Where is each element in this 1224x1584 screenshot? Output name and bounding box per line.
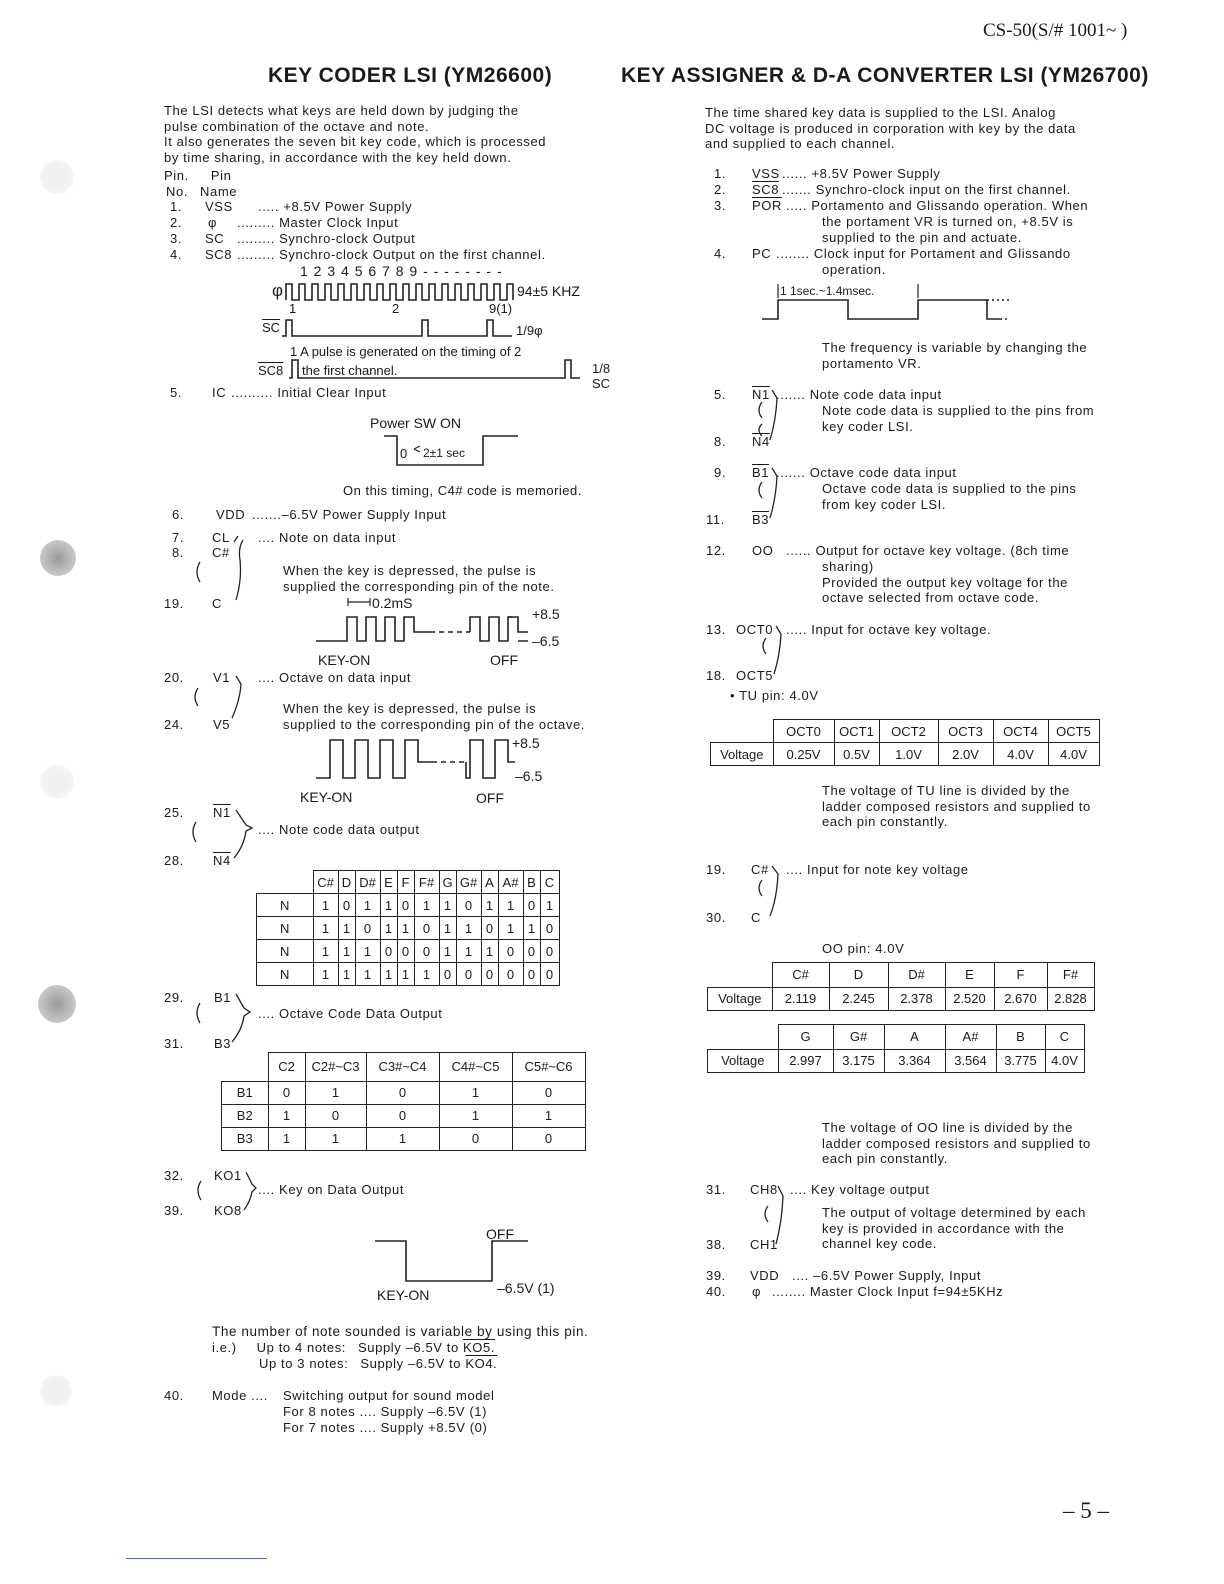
ie-row: Up to 3 notes: Supply –6.5V to KO4. bbox=[259, 1356, 498, 1371]
ie-row: i.e.) Up to 4 notes: Supply –6.5V to KO5. bbox=[212, 1340, 496, 1355]
pin-row: CH8 bbox=[750, 1182, 778, 1197]
col-header: Pin. Pin bbox=[164, 168, 232, 183]
table-row: Voltage 0.25V 0.5V 1.0V 2.0V 4.0V 4.0V bbox=[711, 743, 1100, 766]
pin-desc: ....... Octave code data input bbox=[776, 465, 957, 480]
pin-desc: .... Octave Code Data Output bbox=[258, 1006, 443, 1021]
pin-row: 3. bbox=[714, 198, 727, 213]
table-row: B2 1 0 0 1 1 bbox=[222, 1104, 586, 1127]
pin-row: N1 bbox=[213, 805, 231, 820]
pin-row: V1 bbox=[213, 670, 231, 685]
pin-desc: ..... Input for octave key voltage. bbox=[786, 622, 992, 637]
pin-row: 30. bbox=[706, 910, 726, 925]
pin-row: φ bbox=[752, 1284, 762, 1299]
wf4-off: OFF bbox=[476, 790, 504, 806]
mode-row: For 8 notes .... Supply –6.5V (1) bbox=[283, 1404, 488, 1419]
pin-row: 5. bbox=[170, 385, 183, 400]
left-title: KEY CODER LSI (YM26600) bbox=[268, 64, 553, 87]
wf5-off: OFF bbox=[486, 1226, 514, 1242]
pin-row: CL bbox=[212, 530, 230, 545]
pin-row: 13. bbox=[706, 622, 726, 637]
pin-row: 6. bbox=[172, 507, 185, 522]
pin-text: When the key is depressed, the pulse is supplied to the corresponding pin of the octave. bbox=[283, 701, 585, 732]
pin-row: KO1 bbox=[214, 1168, 242, 1183]
wf1-sc: $\overline{SC}$ bbox=[262, 320, 281, 335]
pin-row: 2. bbox=[170, 215, 183, 230]
wf3-lo: –6.5 bbox=[532, 633, 560, 649]
wf1-mark: 1 bbox=[289, 301, 297, 316]
table-row: N 1 1 0 1 1 0 1 1 0 1 1 0 bbox=[257, 917, 560, 940]
pin-row: 7. bbox=[172, 530, 185, 545]
pin-row: 40. bbox=[706, 1284, 726, 1299]
wf2-title: Power SW ON bbox=[370, 415, 462, 431]
pin-row: V5 bbox=[213, 717, 231, 732]
wf1-note: 1 A pulse is generated on the timing of 2 bbox=[290, 344, 522, 359]
pin-desc: ....... Synchro-clock input on the first channel. bbox=[782, 182, 1071, 197]
model-header: CS-50(S/# 1001~ ) bbox=[983, 20, 1128, 41]
pin-row: 1. bbox=[170, 199, 183, 214]
table-row: B1 0 1 0 1 0 bbox=[222, 1081, 586, 1104]
pin-row: 31. bbox=[706, 1182, 726, 1197]
pin-desc: ....... Note code data input bbox=[776, 387, 942, 402]
wf4-on: KEY-ON bbox=[300, 789, 353, 805]
pin-text: sharing) Provided the output key voltage for the octave selected from octave code. bbox=[822, 559, 1068, 605]
pin-row: 39. bbox=[164, 1203, 184, 1218]
pin-row: 1. bbox=[714, 166, 727, 181]
pin-row: VDD bbox=[750, 1268, 780, 1283]
divider bbox=[126, 1558, 267, 1559]
pin-row: VSS bbox=[752, 166, 780, 181]
wf3-t: 0.2mS bbox=[372, 595, 413, 611]
wf4-hi: +8.5 bbox=[512, 735, 540, 751]
pin-text: operation. bbox=[822, 262, 886, 277]
pin-row: PC bbox=[752, 246, 772, 261]
table-row: Voltage 2.997 3.175 3.364 3.564 3.775 4.0V bbox=[708, 1049, 1085, 1072]
right-title: KEY ASSIGNER & D-A CONVERTER LSI (YM26700) bbox=[621, 64, 1149, 87]
oo-text: The voltage of OO line is divided by the ladder composed resistors and supplied to each pin constantly. bbox=[822, 1120, 1091, 1166]
wf1-count: 1 2 3 4 5 6 7 8 9 - - - - - - - - bbox=[300, 263, 503, 279]
pin-row: C bbox=[751, 910, 761, 925]
pin-desc: .... –6.5V Power Supply, Input bbox=[792, 1268, 982, 1283]
table-row: N 1 0 1 1 0 1 1 0 1 1 0 1 bbox=[257, 894, 560, 917]
pin-row: ..... +8.5V Power Supply bbox=[258, 199, 413, 214]
note-sounded: The number of note sounded is variable by using this pin. bbox=[212, 1324, 589, 1339]
pin-text: The output of voltage determined by each key is provided in accordance with the channel key code. bbox=[822, 1205, 1086, 1251]
pin-row: SC8 bbox=[205, 247, 233, 262]
pin-row: OO bbox=[752, 543, 774, 558]
pin-row: 5. bbox=[714, 387, 727, 402]
pin-row: SC8 bbox=[752, 182, 780, 197]
pin-row: B3 bbox=[752, 512, 770, 527]
wf1-mark: 9(1) bbox=[489, 301, 513, 316]
pin-desc: ..... Portamento and Glissando operation. When bbox=[786, 198, 1089, 213]
pin-row: 39. bbox=[706, 1268, 726, 1283]
pin-row: 3. bbox=[170, 231, 183, 246]
pin-row: 9. bbox=[714, 465, 727, 480]
pin-desc: .... Octave on data input bbox=[258, 670, 412, 685]
binder-hole bbox=[40, 1375, 72, 1407]
wf1-mark: 2 bbox=[392, 301, 400, 316]
pin-row: 4. bbox=[170, 247, 183, 262]
pin-row: ......... Synchro-clock Output on the first channel. bbox=[237, 247, 546, 262]
pin-row: 25. bbox=[164, 805, 184, 820]
pin-row: SC bbox=[205, 231, 225, 246]
pin-desc: .... Note code data output bbox=[258, 822, 420, 837]
pin-desc: .... Key on Data Output bbox=[258, 1182, 405, 1197]
pin-text: Octave code data is supplied to the pins from key coder LSI. bbox=[822, 481, 1077, 512]
pin-text: Note code data is supplied to the pins from key coder LSI. bbox=[822, 403, 1095, 434]
pin-row: 32. bbox=[164, 1168, 184, 1183]
pin-desc: Switching output for sound model bbox=[283, 1388, 495, 1403]
left-intro: The LSI detects what keys are held down by judging the pulse combination of the octave and note. It also generates the seven bit key code, which is processed by time sharing, in accordance with the key held down. bbox=[164, 103, 547, 165]
pin-row: .......... Initial Clear Input bbox=[231, 385, 387, 400]
pin-row: $\overline{POR}$ bbox=[752, 198, 782, 213]
table-row: N 1 1 1 1 1 1 0 0 0 0 0 0 bbox=[257, 963, 560, 986]
pin-row: C# bbox=[212, 545, 230, 560]
pin-row: C bbox=[212, 596, 222, 611]
octave-voltage-table: OCT0 OCT1 OCT2 OCT3 OCT4 OCT5 Voltage 0.25V 0.5V 1.0V 2.0V 4.0V 4.0V bbox=[710, 719, 1100, 766]
pin-row: B1 bbox=[752, 465, 770, 480]
pin-row: OCT5 bbox=[736, 668, 774, 683]
pin-row: IC bbox=[212, 385, 227, 400]
pin-row: 31. bbox=[164, 1036, 184, 1051]
brace bbox=[0, 0, 1, 1]
wf2-note: On this timing, C4# code is memoried. bbox=[343, 483, 582, 498]
binder-hole bbox=[40, 540, 76, 576]
pin-row: N4 bbox=[752, 434, 770, 449]
pin-row: OCT0 bbox=[736, 622, 774, 637]
wf1-freq: 94±5 KHZ bbox=[517, 283, 580, 299]
pin-row: 19. bbox=[706, 862, 726, 877]
pin-row: 18. bbox=[706, 668, 726, 683]
wf1-r: SC bbox=[592, 376, 611, 391]
wf5-on: KEY-ON bbox=[377, 1287, 430, 1303]
pin-row: 11. bbox=[706, 512, 725, 527]
pin-row: VSS bbox=[205, 199, 233, 214]
wf1-sc-r: 1/9φ bbox=[516, 323, 543, 338]
pin-row: C# bbox=[751, 862, 769, 877]
pin-desc: ...... Output for octave key voltage. (8ch time bbox=[786, 543, 1070, 558]
pin-row: B3 bbox=[214, 1036, 232, 1051]
wf2-zero: 0 bbox=[400, 446, 408, 461]
pin-row: 29. bbox=[164, 990, 184, 1005]
table-row: B3 1 1 1 0 0 bbox=[222, 1127, 586, 1150]
note-voltage-table: G G# A A# B C Voltage 2.997 3.175 3.364 3.564 3.775 4.0V bbox=[707, 1024, 1085, 1073]
pin-text: When the key is depressed, the pulse is supplied the corresponding pin of the note. bbox=[283, 563, 555, 594]
binder-hole bbox=[40, 160, 74, 194]
wf4-lo: –6.5 bbox=[515, 768, 543, 784]
pin-row: 24. bbox=[164, 717, 184, 732]
pin-row: 8. bbox=[172, 545, 185, 560]
wf1-sc8: SC8 bbox=[258, 363, 284, 378]
wf3-on: KEY-ON bbox=[318, 652, 371, 668]
wf1-phi: φ bbox=[272, 281, 284, 300]
pin-row: VDD bbox=[216, 507, 246, 522]
pin-row: N1 bbox=[752, 387, 770, 402]
pin-desc: ........ Clock input for Portament and Glissando bbox=[776, 246, 1071, 261]
col-header: No. Name bbox=[166, 184, 238, 199]
pin-desc: .... Note on data input bbox=[258, 530, 397, 545]
table-row: Voltage 2.119 2.245 2.378 2.520 2.670 2.828 bbox=[708, 987, 1095, 1010]
pin-row: ......... Synchro-clock Output bbox=[237, 231, 416, 246]
pin-row: 8. bbox=[714, 434, 727, 449]
pin-row: CH1 bbox=[750, 1237, 778, 1252]
pin-row: .......–6.5V Power Supply Input bbox=[252, 507, 447, 522]
pin-row: 40. bbox=[164, 1388, 184, 1403]
pin-row: 28. bbox=[164, 853, 184, 868]
wf1-note2: the first channel. bbox=[302, 363, 398, 378]
wf6-t: 1 1sec.~1.4msec. bbox=[780, 284, 875, 298]
wf5-lo: –6.5V (1) bbox=[497, 1280, 555, 1296]
pin-row: φ bbox=[208, 215, 218, 230]
pin-text: the portament VR is turned on, +8.5V is supplied to the pin and actuate. bbox=[822, 214, 1074, 245]
right-intro: The time shared key data is supplied to the LSI. Analog DC voltage is produced in corporation with key by the data and supplied to each channel. bbox=[705, 105, 1076, 151]
pin-row: 2. bbox=[714, 182, 727, 197]
pin-desc: ...... +8.5V Power Supply bbox=[782, 166, 941, 181]
pin-desc: .... Key voltage output bbox=[790, 1182, 930, 1197]
pin-row: 12. bbox=[706, 543, 726, 558]
tu-text: The voltage of TU line is divided by the ladder composed resistors and supplied to each pin constantly. bbox=[822, 783, 1091, 829]
pin-row: N4 bbox=[213, 853, 231, 868]
note-voltage-table: C# D D# E F F# Voltage 2.119 2.245 2.378 2.520 2.670 2.828 bbox=[707, 962, 1095, 1011]
octave-code-table: C2 C2#~C3 C3#~C4 C4#~C5 C5#~C6 B1 0 1 0 1 0 B2 1 0 0 1 1 B3 1 1 1 0 0 bbox=[221, 1052, 586, 1151]
wf2-t: 2±1 sec bbox=[423, 446, 465, 460]
wf3-hi: +8.5 bbox=[532, 606, 560, 622]
note-code-table: C# D D# E F F# G G# A A# B C N 1 0 1 1 0 1 1 0 1 1 0 1 N 1 1 0 1 1 0 1 1 0 1 1 0 N 1 1 1 0 0 0 1 1 1 0 0 0 N 1 1 1 1 1 1 0 0 0 0 0 0 bbox=[256, 870, 560, 986]
pin-row: B1 bbox=[214, 990, 232, 1005]
wf3-off: OFF bbox=[490, 652, 518, 668]
mode-row: For 7 notes .... Supply +8.5V (0) bbox=[283, 1420, 488, 1435]
binder-hole bbox=[38, 985, 76, 1023]
pin-row: 19. bbox=[164, 596, 184, 611]
pin-row: 20. bbox=[164, 670, 184, 685]
pin-row: 4. bbox=[714, 246, 727, 261]
pin-row: KO8 bbox=[214, 1203, 242, 1218]
freq-text: The frequency is variable by changing the portamento VR. bbox=[822, 340, 1088, 371]
oo-pin: OO pin: 4.0V bbox=[822, 941, 905, 956]
binder-hole bbox=[40, 765, 74, 799]
pin-desc: .... Input for note key voltage bbox=[786, 862, 969, 877]
pin-row: Mode .... bbox=[212, 1388, 268, 1403]
pin-desc: ........ Master Clock Input f=94±5KHz bbox=[772, 1284, 1004, 1299]
wf1-r: 1/8 bbox=[592, 361, 611, 376]
page-number: – 5 – bbox=[1063, 1498, 1109, 1523]
table-row: N 1 1 1 0 0 0 1 1 1 0 0 0 bbox=[257, 940, 560, 963]
pin-row: ......... Master Clock Input bbox=[237, 215, 399, 230]
tu-pin: • TU pin: 4.0V bbox=[730, 688, 819, 703]
pin-row: 38. bbox=[706, 1237, 726, 1252]
